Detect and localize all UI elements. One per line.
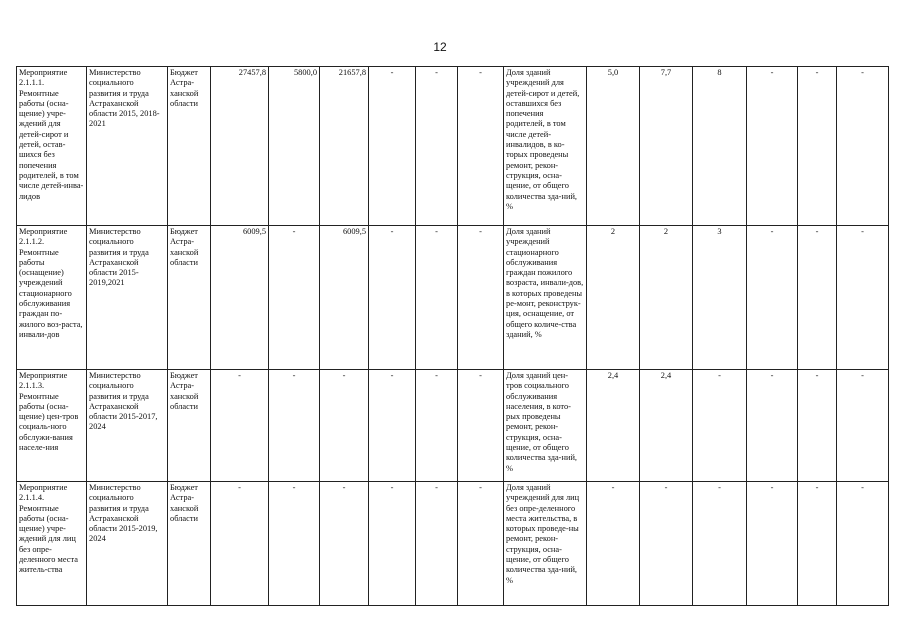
amount-cell: - xyxy=(269,370,320,482)
value-cell: - xyxy=(587,482,640,606)
value-cell: 2 xyxy=(587,226,640,370)
event-cell: Мероприятие 2.1.1.1. Ремонтные работы (осна-щение) учре-ждений для детей-сирот и детей, остав-шихся без попечения родителей, в том числе детей-инва-лидов xyxy=(17,67,87,226)
value-cell: 2,4 xyxy=(587,370,640,482)
value-cell: - xyxy=(798,67,837,226)
amount-cell: - xyxy=(416,226,458,370)
amount-cell: - xyxy=(369,226,416,370)
value-cell: 3 xyxy=(693,226,747,370)
value-cell: 2,4 xyxy=(640,370,693,482)
value-cell: - xyxy=(640,482,693,606)
amount-cell: - xyxy=(458,67,504,226)
source-cell: Бюджет Астра-ханской области xyxy=(168,370,211,482)
value-cell: - xyxy=(798,226,837,370)
value-cell: - xyxy=(837,226,889,370)
amount-cell: - xyxy=(320,370,369,482)
value-cell: - xyxy=(747,226,798,370)
amount-cell: - xyxy=(416,370,458,482)
total-cell: 27457,8 xyxy=(211,67,269,226)
value-cell: - xyxy=(693,370,747,482)
value-cell: - xyxy=(747,67,798,226)
indicator-cell: Доля зданий учреждений для детей-сирот и детей, оставшихся без попечения родителей, в том числе детей-инвалидов, в ко-торых проведены ремонт, рекон-струкция, осна-щение, от общего количества зда-ний, % xyxy=(504,67,587,226)
total-cell: - xyxy=(211,370,269,482)
value-cell: - xyxy=(837,482,889,606)
indicator-cell: Доля зданий цен-тров социального обслуживания населения, в кото-рых проведены ремонт, рекон-струкция, осна-щение, от общего количества зда-ний, % xyxy=(504,370,587,482)
total-cell: - xyxy=(211,482,269,606)
value-cell: 2 xyxy=(640,226,693,370)
amount-cell: 5800,0 xyxy=(269,67,320,226)
amount-cell: - xyxy=(458,482,504,606)
amount-cell: - xyxy=(269,482,320,606)
amount-cell: - xyxy=(416,482,458,606)
value-cell: 8 xyxy=(693,67,747,226)
value-cell: - xyxy=(837,370,889,482)
table-row xyxy=(17,226,889,370)
value-cell: - xyxy=(693,482,747,606)
page-number: 12 xyxy=(433,40,447,54)
value-cell: - xyxy=(798,482,837,606)
amount-cell: - xyxy=(269,226,320,370)
amount-cell: - xyxy=(320,482,369,606)
amount-cell: 21657,8 xyxy=(320,67,369,226)
executor-cell: Министерство социального развития и труда Астраханской области 2015-2019, 2024 xyxy=(87,482,168,606)
event-cell: Мероприятие 2.1.1.4. Ремонтные работы (осна-щение) учре-ждений для лиц без опре-деленного места житель-ства xyxy=(17,482,87,606)
total-cell: 6009,5 xyxy=(211,226,269,370)
indicator-cell: Доля зданий учреждений для лиц без опре-деленного места жительства, в которых проведе-ны ремонт, рекон-струкция, осна-щение, от общего количества зда-ний, % xyxy=(504,482,587,606)
amount-cell: 6009,5 xyxy=(320,226,369,370)
table-row xyxy=(17,67,889,226)
value-cell: - xyxy=(747,370,798,482)
executor-cell: Министерство социального развития и труда Астраханской области 2015-2017, 2024 xyxy=(87,370,168,482)
executor-cell: Министерство социального развития и труда Астраханской области 2015, 2018-2021 xyxy=(87,67,168,226)
value-cell: - xyxy=(747,482,798,606)
source-cell: Бюджет Астра-ханской области xyxy=(168,226,211,370)
value-cell: 5,0 xyxy=(587,67,640,226)
source-cell: Бюджет Астра-ханской области xyxy=(168,67,211,226)
amount-cell: - xyxy=(458,226,504,370)
value-cell: - xyxy=(798,370,837,482)
table-row xyxy=(17,370,889,482)
indicator-cell: Доля зданий учреждений стационарного обслуживания граждан пожилого возраста, инвали-дов, в которых проведены ре-монт, реконструк-ция, оснащение, от общего количе-ства зданий, % xyxy=(504,226,587,370)
table-row xyxy=(17,482,889,606)
amount-cell: - xyxy=(369,482,416,606)
value-cell: 7,7 xyxy=(640,67,693,226)
program-table xyxy=(16,66,889,606)
amount-cell: - xyxy=(369,67,416,226)
amount-cell: - xyxy=(416,67,458,226)
event-cell: Мероприятие 2.1.1.3. Ремонтные работы (осна-щение) цен-тров социаль-ного обслужи-вания населе-ния xyxy=(17,370,87,482)
amount-cell: - xyxy=(458,370,504,482)
amount-cell: - xyxy=(369,370,416,482)
executor-cell: Министерство социального развития и труда Астраханской области 2015-2019,2021 xyxy=(87,226,168,370)
value-cell: - xyxy=(837,67,889,226)
event-cell: Мероприятие 2.1.1.2. Ремонтные работы (оснащение) учреждений стационарного обслуживания граждан по-жилого воз-раста, инвали-дов xyxy=(17,226,87,370)
source-cell: Бюджет Астра-ханской области xyxy=(168,482,211,606)
